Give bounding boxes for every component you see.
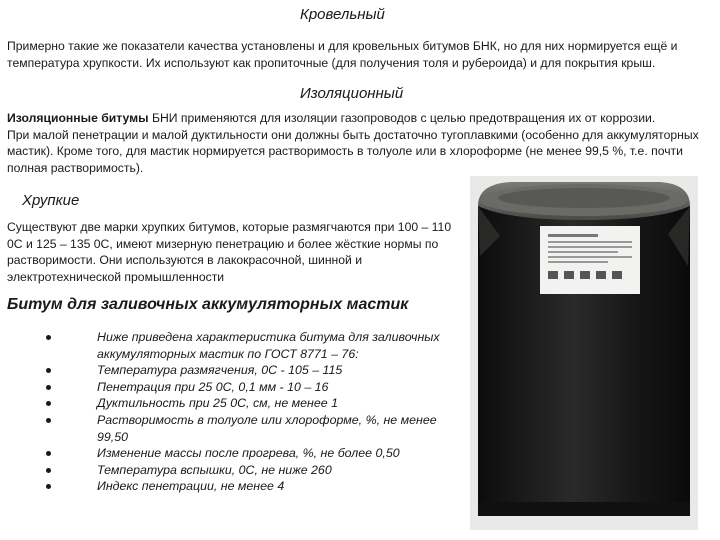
bullet-icon [46,418,51,423]
bullet-icon [46,468,51,473]
list-item [37,412,447,445]
bullet-icon [46,385,51,390]
roofing-text: Примерно такие же показатели качества установлены и для кровельных битумов БНК, но для них нормируется ещё и температура хрупкости. Их используют как пропиточные (для получения толя и рубероида) и для покрытия крыш. [7,39,678,70]
bullet-icon [46,484,51,489]
list-item-text: Температура вспышки, 0С, не ниже 260 [97,462,332,477]
list-item-text: Растворимость в толуоле или хлороформе, %, не менее 99,50 [97,412,437,444]
list-item-text: Ниже приведена характеристика битума для заливочных аккумуляторных мастик по ГОСТ 8771 – 76: [97,330,440,361]
list-item-text: Дуктильность при 25 0С, см, не менее 1 [97,396,338,411]
list-item [37,478,447,495]
insulating-line1 [7,111,655,125]
list-item-text: Изменение массы после прогрева, %, не более 0,50 [97,446,400,461]
list-item [37,379,447,396]
list-item [37,395,447,412]
bullet-icon [46,335,51,340]
list-item [37,362,447,379]
brittle-text: Существуют две марки хрупких битумов, которые размягчаются при 100 – 110 0С и 125 – 135 0С, имеют мизерную пенетрацию и более жёсткие нормы по растворимости. Они используются в лакокрасочной, шинной и электротехнической промышленности [7,220,452,284]
heading-roofing: Кровельный [300,6,385,23]
roll-image [470,176,698,530]
list-item [37,329,447,362]
bullet-icon [46,401,51,406]
insulating-text-rest: При малой пенетрации и малой дуктильности они должны быть достаточно тугоплавкими (особенно для аккумуляторных мастик). Кроме того, для мастик нормируется растворимость в толуоле или в хлороформе (не менее 99,5 %, т.е. почти полная растворимость). [7,127,699,175]
product-label [540,226,640,294]
roll-photo [470,176,698,530]
insulating-text [7,110,715,176]
list-item-text: Пенетрация при 25 0С, 0,1 мм - 10 – 16 [97,379,329,394]
heading-battery: Битум для заливочных аккумуляторных мастик [7,296,409,313]
list-item-text: Индекс пенетрации, не менее 4 [97,479,285,494]
heading-brittle: Хрупкие [22,192,80,209]
list-item [37,445,447,462]
battery-list [37,329,447,495]
bullet-icon [46,451,51,456]
list-item-text: Температура размягчения, 0С - 105 – 115 [97,363,343,378]
list-item [37,462,447,479]
insulating-lead: Изоляционные битумы [7,111,149,125]
bullet-icon [46,368,51,373]
insulating-line1-rest: БНИ применяются для изоляции газопроводов с целью предотвращения их от коррозии. [148,111,656,125]
heading-insulating: Изоляционный [300,85,404,102]
